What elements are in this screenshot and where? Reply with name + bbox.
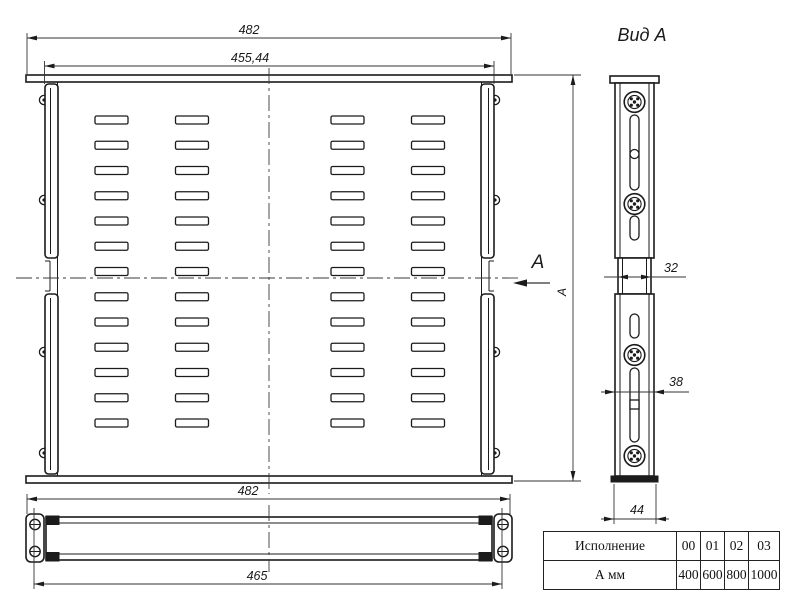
vent-slot (95, 343, 128, 351)
vent-slot (95, 217, 128, 225)
vent-slot (331, 318, 364, 326)
dim-label: 482 (237, 484, 259, 498)
screw-head-icon (624, 194, 645, 215)
pilot-hole (630, 150, 639, 159)
view-arrow-label: А (531, 252, 545, 273)
vent-slot (331, 242, 364, 250)
spec-row-label: А мм (544, 561, 677, 590)
vent-slot (95, 268, 128, 276)
dim-label: 482 (238, 23, 260, 37)
vent-slot (412, 394, 445, 402)
vent-slot (412, 419, 445, 427)
vent-slot (176, 141, 209, 149)
dimension-44 (601, 484, 669, 524)
vent-slot (176, 268, 209, 276)
spec-value: 600 (701, 561, 725, 590)
spec-code: 00 (677, 532, 701, 561)
dim-label: 38 (669, 375, 683, 389)
shelf-top-view (16, 68, 522, 494)
vent-slot (331, 116, 364, 124)
ventilation-slots (95, 116, 445, 427)
vent-slot (331, 369, 364, 377)
spec-value: 800 (725, 561, 749, 590)
vent-slot (95, 419, 128, 427)
vent-slot (95, 192, 128, 200)
vent-slot (95, 394, 128, 402)
vent-slot (95, 116, 128, 124)
spec-value: 400 (677, 561, 701, 590)
vent-slot (412, 141, 445, 149)
spec-table-header-row (544, 532, 780, 561)
screw-head-icon (624, 345, 645, 366)
screw-head-icon (624, 92, 645, 113)
vent-slot (331, 293, 364, 301)
vent-slot (412, 167, 445, 175)
vent-slot (331, 394, 364, 402)
vent-slot (95, 167, 128, 175)
vent-slot (331, 141, 364, 149)
dim-label: 465 (246, 569, 268, 583)
vent-slot (331, 343, 364, 351)
adjust-slot (630, 314, 639, 338)
dim-label: 44 (630, 503, 644, 517)
dim-label: 32 (664, 261, 678, 275)
spec-code: 03 (749, 532, 780, 561)
dimension-height-A (514, 75, 581, 481)
vent-slot (176, 293, 209, 301)
vent-slot (176, 217, 209, 225)
vent-slot (412, 293, 445, 301)
vent-slot (412, 217, 445, 225)
adjust-slot (630, 216, 639, 240)
right-rail-lower (481, 294, 494, 474)
vent-slot (412, 268, 445, 276)
spec-header-label: Исполнение (544, 532, 677, 561)
vent-slot (176, 369, 209, 377)
vent-slot (412, 369, 445, 377)
dim-label-rotated: А (555, 287, 569, 297)
vent-slot (331, 268, 364, 276)
vent-slot (412, 318, 445, 326)
view-arrow-head (513, 279, 527, 286)
right-mounting-ear (494, 514, 512, 562)
side-view-title: Вид А (617, 25, 667, 45)
vent-slot (331, 192, 364, 200)
vent-slot (176, 167, 209, 175)
left-rail-upper (45, 84, 58, 258)
right-rail-upper (481, 84, 494, 258)
vent-slot (95, 242, 128, 250)
vent-slot (331, 217, 364, 225)
vent-slot (331, 167, 364, 175)
end-clip (479, 516, 492, 525)
vent-slot (95, 293, 128, 301)
vent-slot (176, 116, 209, 124)
vent-slot (176, 192, 209, 200)
screw-head-icon (624, 446, 645, 467)
view-direction-arrow (513, 252, 550, 287)
vent-slot (176, 343, 209, 351)
vent-slot (331, 419, 364, 427)
vent-slot (95, 318, 128, 326)
spec-code: 02 (725, 532, 749, 561)
spec-code: 01 (701, 532, 725, 561)
vent-slot (176, 242, 209, 250)
side-bottom-flange (611, 476, 658, 482)
vent-slot (412, 116, 445, 124)
spec-table (543, 531, 780, 590)
left-rail-lower (45, 294, 58, 474)
vent-slot (412, 242, 445, 250)
end-clip (46, 553, 59, 562)
vent-slot (176, 419, 209, 427)
vent-slot (176, 318, 209, 326)
vent-slot (95, 141, 128, 149)
dimension-482-front (27, 484, 510, 514)
dim-label: 455,44 (230, 51, 270, 65)
side-view (601, 25, 689, 524)
left-mounting-ear (26, 514, 44, 562)
end-clip (479, 553, 492, 562)
side-top-flange (610, 76, 659, 83)
spec-table-value-row (544, 561, 780, 590)
vent-slot (412, 343, 445, 351)
vent-slot (412, 192, 445, 200)
front-view (26, 484, 512, 589)
square-hole (630, 400, 639, 409)
spec-value: 1000 (749, 561, 780, 590)
end-clip (46, 516, 59, 525)
vent-slot (176, 394, 209, 402)
vent-slot (95, 369, 128, 377)
